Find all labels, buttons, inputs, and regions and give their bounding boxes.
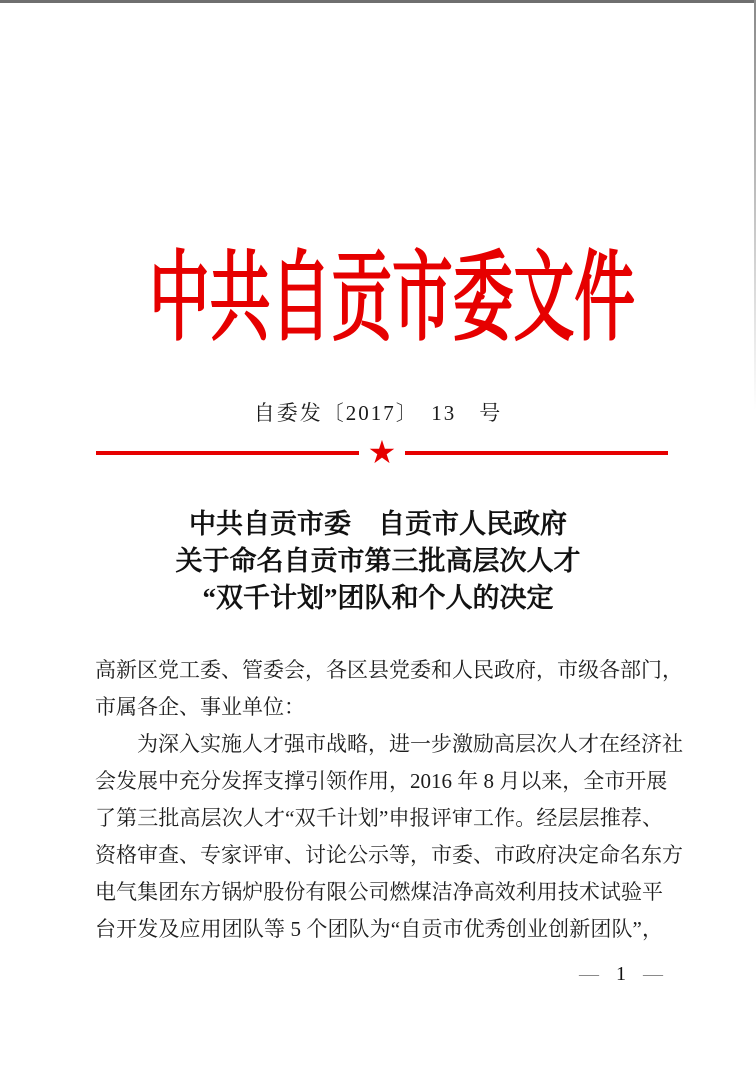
masthead-title bbox=[0, 245, 756, 353]
star-icon: ★ bbox=[367, 434, 397, 470]
document-number: 自委发〔2017〕 13 号 bbox=[253, 401, 503, 425]
body-line: 会发展中充分发挥支撑引领作用，2016 年 8 月以来，全市开展 bbox=[95, 769, 668, 793]
page-number-dash-right: — bbox=[643, 963, 663, 985]
body-line: 了第三批高层次人才“双千计划”申报评审工作。经层层推荐、 bbox=[95, 806, 663, 830]
red-rule-left bbox=[96, 451, 359, 455]
red-divider bbox=[96, 436, 668, 470]
page-number-dash-left: — bbox=[579, 963, 599, 985]
body-line: 电气集团东方锅炉股份有限公司燃煤洁净高效利用技术试验平 bbox=[95, 880, 663, 904]
document-title-line-1: 中共自贡市委 自贡市人民政府 bbox=[189, 509, 567, 539]
body-line: 高新区党工委、管委会，各区县党委和人民政府，市级各部门， bbox=[95, 658, 683, 682]
document-title bbox=[0, 506, 756, 617]
body-line: 台开发及应用团队等 5 个团队为“自贡市优秀创业创新团队”， bbox=[95, 917, 663, 941]
red-rule-right bbox=[405, 451, 668, 455]
body-text bbox=[95, 652, 683, 948]
document-title-line-3: “双千计划”团队和个人的决定 bbox=[202, 583, 554, 613]
page-number bbox=[579, 962, 663, 986]
masthead-title-text: 中共自贡市委文件 bbox=[148, 245, 636, 353]
body-line: 市属各企、事业单位： bbox=[95, 695, 305, 719]
document-title-line-2: 关于命名自贡市第三批高层次人才 bbox=[175, 546, 581, 576]
body-line: 资格审查、专家评审、讨论公示等，市委、市政府决定命名东方 bbox=[95, 843, 683, 867]
scan-edge-top bbox=[0, 0, 756, 3]
page-number-value: 1 bbox=[616, 963, 626, 985]
body-line: 为深入实施人才强市战略，进一步激励高层次人才在经济社 bbox=[137, 732, 683, 756]
